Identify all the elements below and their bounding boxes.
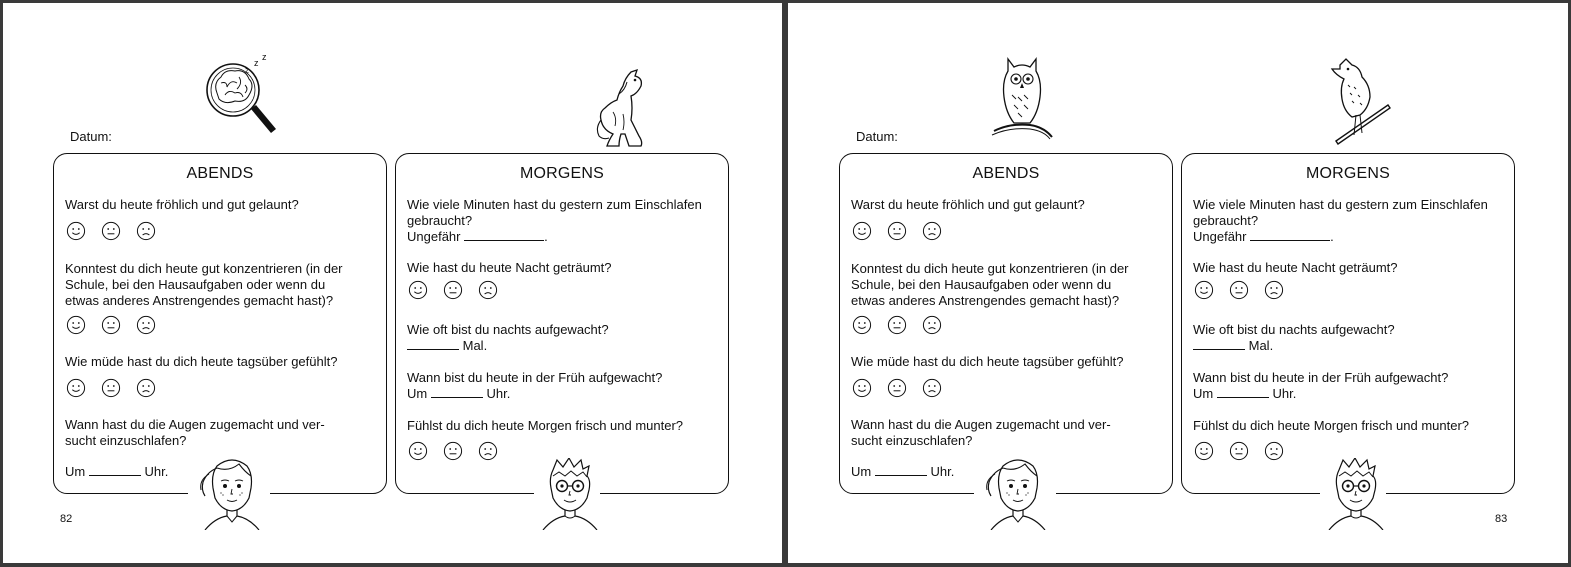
morgens-rating-5	[1194, 441, 1284, 461]
girl-icon	[187, 458, 277, 530]
neutral-face-icon[interactable]	[887, 378, 907, 398]
datum-label: Datum:	[70, 129, 112, 144]
happy-face-icon[interactable]	[1194, 280, 1214, 300]
morgens-question-1: Wie viele Minuten hast du gestern zum Einschlafen gebraucht? Ungefähr .	[1193, 197, 1488, 244]
page-number: 83	[1495, 513, 1508, 525]
datum-label: Datum:	[856, 129, 898, 144]
morgens-question-2: Wie hast du heute Nacht geträumt?	[407, 260, 612, 275]
waketime-blank[interactable]	[1217, 387, 1269, 398]
abends-rating-2	[66, 315, 156, 335]
bedtime-blank[interactable]	[89, 465, 141, 476]
boy-icon	[525, 458, 615, 530]
wakeups-blank[interactable]	[1193, 339, 1245, 350]
morgens-question-3: Wie oft bist du nachts aufgewacht? Mal.	[407, 322, 609, 353]
morgens-question-3: Wie oft bist du nachts aufgewacht? Mal.	[1193, 322, 1395, 353]
wakeups-blank[interactable]	[407, 339, 459, 350]
page-left	[3, 3, 782, 563]
happy-face-icon[interactable]	[408, 280, 428, 300]
happy-face-icon[interactable]	[66, 221, 86, 241]
sad-face-icon[interactable]	[136, 378, 156, 398]
girl-icon	[973, 458, 1063, 530]
page-right	[788, 3, 1568, 563]
abends-rating-1	[66, 221, 156, 241]
morgens-question-5: Fühlst du dich heute Morgen frisch und munter?	[407, 418, 684, 433]
abends-box	[839, 153, 1173, 494]
neutral-face-icon[interactable]	[101, 378, 121, 398]
happy-face-icon[interactable]	[852, 315, 872, 335]
morgens-question-5: Fühlst du dich heute Morgen frisch und munter?	[1193, 418, 1470, 433]
neutral-face-icon[interactable]	[101, 315, 121, 335]
owl-icon	[990, 53, 1054, 139]
page-number: 82	[60, 513, 73, 525]
abends-question-2: Konntest du dich heute gut konzentrieren (in der Schule, bei den Hausaufgaben oder wenn du etwas anderes Anstrengendes gemacht hast)?	[851, 261, 1129, 308]
morgens-question-2: Wie hast du heute Nacht geträumt?	[1193, 260, 1398, 275]
abends-question-4: Wann hast du die Augen zugemacht und ver- sucht einzuschlafen?	[851, 417, 1111, 448]
abends-box	[53, 153, 387, 494]
neutral-face-icon[interactable]	[101, 221, 121, 241]
bedtime-blank[interactable]	[875, 465, 927, 476]
abends-title: ABENDS	[186, 165, 254, 182]
sad-face-icon[interactable]	[478, 280, 498, 300]
howling-dog-icon	[591, 68, 655, 148]
neutral-face-icon[interactable]	[1229, 441, 1249, 461]
waketime-blank[interactable]	[431, 387, 483, 398]
minutes-blank[interactable]	[464, 230, 544, 241]
sad-face-icon[interactable]	[136, 315, 156, 335]
sad-face-icon[interactable]	[1264, 280, 1284, 300]
happy-face-icon[interactable]	[66, 315, 86, 335]
happy-face-icon[interactable]	[852, 378, 872, 398]
svg-text:z: z	[262, 52, 267, 62]
abends-rating-1	[852, 221, 942, 241]
abends-answer-4: Um Uhr.	[851, 464, 955, 479]
boy-icon	[1311, 458, 1401, 530]
morgens-rating-5	[408, 441, 498, 461]
morgens-question-4: Wann bist du heute in der Früh aufgewacht? Um Uhr.	[407, 370, 663, 401]
abends-question-4: Wann hast du die Augen zugemacht und ver- sucht einzuschlafen?	[65, 417, 325, 448]
happy-face-icon[interactable]	[1194, 441, 1214, 461]
singing-bird-icon	[1326, 55, 1396, 145]
morgens-question-1: Wie viele Minuten hast du gestern zum Einschlafen gebraucht? Ungefähr .	[407, 197, 702, 244]
minutes-blank[interactable]	[1250, 230, 1330, 241]
sleeping-brain-magnifier-icon	[199, 53, 279, 139]
neutral-face-icon[interactable]	[887, 221, 907, 241]
sad-face-icon[interactable]	[922, 315, 942, 335]
svg-text:z: z	[254, 58, 259, 68]
sad-face-icon[interactable]	[1264, 441, 1284, 461]
happy-face-icon[interactable]	[408, 441, 428, 461]
neutral-face-icon[interactable]	[887, 315, 907, 335]
abends-question-3: Wie müde hast du dich heute tagsüber gefühlt?	[851, 354, 1124, 369]
morgens-rating-2	[1194, 280, 1284, 300]
morgens-title: MORGENS	[1305, 165, 1391, 182]
morgens-box	[395, 153, 729, 494]
abends-question-1: Warst du heute fröhlich und gut gelaunt?	[851, 197, 1085, 212]
morgens-title: MORGENS	[519, 165, 605, 182]
svg-text:z: z	[245, 66, 249, 75]
abends-question-3: Wie müde hast du dich heute tagsüber gefühlt?	[65, 354, 338, 369]
happy-face-icon[interactable]	[66, 378, 86, 398]
abends-rating-2	[852, 315, 942, 335]
sad-face-icon[interactable]	[922, 378, 942, 398]
morgens-question-4: Wann bist du heute in der Früh aufgewacht? Um Uhr.	[1193, 370, 1449, 401]
neutral-face-icon[interactable]	[1229, 280, 1249, 300]
abends-title: ABENDS	[972, 165, 1040, 182]
sad-face-icon[interactable]	[922, 221, 942, 241]
abends-question-1: Warst du heute fröhlich und gut gelaunt?	[65, 197, 299, 212]
happy-face-icon[interactable]	[852, 221, 872, 241]
abends-rating-3	[66, 378, 156, 398]
morgens-rating-2	[408, 280, 498, 300]
sad-face-icon[interactable]	[478, 441, 498, 461]
morgens-box	[1181, 153, 1515, 494]
abends-rating-3	[852, 378, 942, 398]
abends-question-2: Konntest du dich heute gut konzentrieren (in der Schule, bei den Hausaufgaben oder wenn du etwas anderes Anstrengendes gemacht hast)?	[65, 261, 343, 308]
sad-face-icon[interactable]	[136, 221, 156, 241]
abends-answer-4: Um Uhr.	[65, 464, 169, 479]
neutral-face-icon[interactable]	[443, 280, 463, 300]
neutral-face-icon[interactable]	[443, 441, 463, 461]
